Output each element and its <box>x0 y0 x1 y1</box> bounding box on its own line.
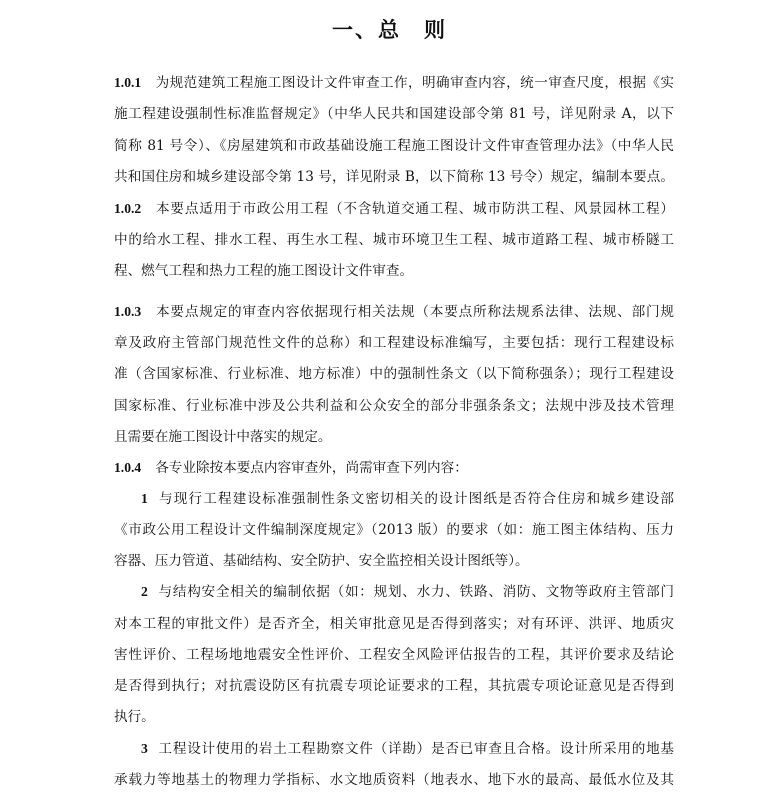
section-1-0-3-line-4: 国家标准、行业标准中涉及公共利益和公众安全的部分非强条条文；法规中涉及技术管理 <box>114 398 674 414</box>
item-3-line-2: 承载力等地基土的物理力学指标、水文地质资料（地表水、地下水的最高、最低水位及其 <box>114 772 674 788</box>
section-1-0-1-line-3: 简称 81 号令）、《房屋建筑和市政基础设施工程施工图设计文件审查管理办法》（中华人民 <box>114 138 674 154</box>
section-1-0-2-line-2: 中的给水工程、排水工程、再生水工程、城市环境卫生工程、城市道路工程、城市桥隧工 <box>114 232 674 248</box>
section-1-0-1-line-1: 1.0.1 为规范建筑工程施工图设计文件审查工作，明确审查内容，统一审查尺度，根据《实 <box>114 75 674 91</box>
item-number: 3 <box>141 741 148 756</box>
section-1-0-1-line-2: 施工程建设强制性标准监督规定》（中华人民共和国建设部令第 81 号，详见附录 A，以下 <box>114 106 674 122</box>
item-3-line-1: 3 工程设计使用的岩土工程勘察文件（详勘）是否已审查且合格。设计所采用的地基 <box>141 741 674 757</box>
section-1-0-3-line-1: 1.0.3 本要点规定的审查内容依据现行相关法规（本要点所称法规系法律、法规、部门规 <box>114 304 674 320</box>
item-2-line-1: 2 与结构安全相关的编制依据（如：规划、水力、铁路、消防、文物等政府主管部门 <box>141 584 674 600</box>
section-1-0-2-line-3: 程、燃气工程和热力工程的施工图设计文件审查。 <box>114 263 414 279</box>
section-number: 1.0.2 <box>114 201 142 216</box>
item-number: 2 <box>141 584 148 599</box>
page-title: 一、总 则 <box>332 18 447 42</box>
item-number: 1 <box>141 491 148 506</box>
item-2-line-4: 是否得到执行；对抗震设防区有抗震专项论证要求的工程，其抗震专项论证意见是否得到 <box>114 678 674 694</box>
section-1-0-4-line-1: 1.0.4 各专业除按本要点内容审查外，尚需审查下列内容： <box>114 460 468 476</box>
section-number: 1.0.3 <box>114 304 142 319</box>
item-1-line-3: 容器、压力管道、基础结构、安全防护、安全监控相关设计图纸等）。 <box>114 553 529 569</box>
item-2-line-3: 害性评价、工程场地地震安全性评价、工程安全风险评估报告的工程，其评价要求及结论 <box>114 647 674 663</box>
item-2-line-2: 对本工程的审批文件）是否齐全，相关审批意见是否得到落实；对有环评、洪评、地质灾 <box>114 616 674 632</box>
section-1-0-3-line-5: 且需要在施工图设计中落实的规定。 <box>114 429 332 445</box>
section-number: 1.0.4 <box>114 460 142 475</box>
section-1-0-2-line-1: 1.0.2 本要点适用于市政公用工程（不含轨道交通工程、城市防洪工程、风景园林工程） <box>114 201 674 217</box>
section-number: 1.0.1 <box>114 75 142 90</box>
section-1-0-3-line-3: 准（含国家标准、行业标准、地方标准）中的强制性条文（以下简称强条）；现行工程建设 <box>114 366 674 382</box>
item-1-line-2: 《市政公用工程设计文件编制深度规定》（2013 版）的要求（如：施工图主体结构、压力 <box>114 522 674 538</box>
section-1-0-3-line-2: 章及政府主管部门规范性文件的总称）和工程建设标准编写，主要包括：现行工程建设标 <box>114 335 674 351</box>
section-1-0-1-line-4: 共和国住房和城乡建设部令第 13 号，详见附录 B，以下简称 13 号令）规定，编制本要点。 <box>114 169 674 185</box>
item-2-line-5: 执行。 <box>114 709 155 725</box>
item-1-line-1: 1 与现行工程建设标准强制性条文密切相关的设计图纸是否符合住房和城乡建设部 <box>141 491 674 507</box>
